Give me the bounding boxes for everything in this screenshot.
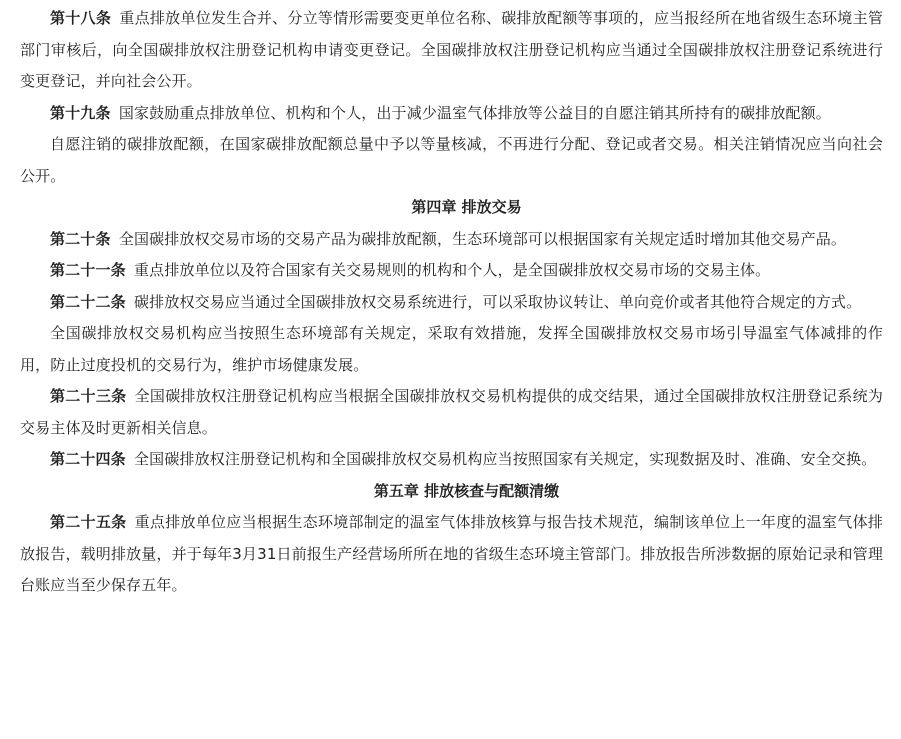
article-20 <box>20 224 883 256</box>
article-text: 重点排放单位发生合并、分立等情形需要变更单位名称、碳排放配额等事项的，应当报经所在地省级生态环境主管部门审核后，向全国碳排放权注册登记机构申请变更登记。全国碳排放权注册登记机构应当通过全国碳排放权注册登记系统进行变更登记，并向社会公开。 <box>20 9 883 90</box>
article-text: 国家鼓励重点排放单位、机构和个人，出于减少温室气体排放等公益目的自愿注销其所持有的碳排放配额。 <box>118 103 831 122</box>
article-label: 第二十三条 <box>50 387 127 405</box>
article-label: 第十八条 <box>50 9 112 27</box>
article-text: 碳排放权交易应当通过全国碳排放权交易系统进行，可以采取协议转让、单向竞价或者其他符合规定的方式。 <box>134 292 862 311</box>
article-text: 全国碳排放权交易机构应当按照生态环境部有关规定，采取有效措施，发挥全国碳排放权交易市场引导温室气体减排的作用，防止过度投机的交易行为，维护市场健康发展。 <box>20 324 883 374</box>
article-label: 第二十一条 <box>50 261 126 279</box>
article-19 <box>20 98 883 130</box>
chapter-4-heading: 第四章 排放交易 <box>411 198 522 216</box>
article-23 <box>20 381 883 444</box>
article-18 <box>20 3 883 98</box>
article-21 <box>20 255 883 287</box>
article-text: 重点排放单位应当根据生态环境部制定的温室气体排放核算与报告技术规范，编制该单位上一年度的温室气体排放报告，载明排放量，并于每年3月31日前报生产经营场所所在地的省级生态环境主管部门。排放报告所涉数据的原始记录和管理台账应当至少保存五年。 <box>20 513 883 594</box>
article-label: 第二十五条 <box>50 513 127 531</box>
article-text: 全国碳排放权交易市场的交易产品为碳排放配额，生态环境部可以根据国家有关规定适时增加其他交易产品。 <box>118 229 847 248</box>
article-text: 全国碳排放权注册登记机构和全国碳排放权交易机构应当按照国家有关规定，实现数据及时、准确、安全交换。 <box>134 450 877 468</box>
article-text: 重点排放单位以及符合国家有关交易规则的机构和个人，是全国碳排放权交易市场的交易主体。 <box>134 261 771 279</box>
article-label: 第二十二条 <box>50 292 126 311</box>
article-19-paragraph-2 <box>20 129 883 192</box>
article-label: 第二十条 <box>50 229 111 248</box>
chapter-5-heading: 第五章 排放核查与配额清缴 <box>373 481 560 500</box>
article-22-paragraph-2 <box>20 318 883 381</box>
article-label: 第二十四条 <box>50 450 126 468</box>
article-text: 自愿注销的碳排放配额，在国家碳排放配额总量中予以等量核减，不再进行分配、登记或者交易。相关注销情况应当向社会公开。 <box>20 135 883 185</box>
article-22 <box>20 287 883 319</box>
article-label: 第十九条 <box>50 103 111 122</box>
article-24 <box>20 444 883 476</box>
article-text: 全国碳排放权注册登记机构应当根据全国碳排放权交易机构提供的成交结果，通过全国碳排放权注册登记系统为交易主体及时更新相关信息。 <box>20 387 883 437</box>
article-25 <box>20 507 883 602</box>
